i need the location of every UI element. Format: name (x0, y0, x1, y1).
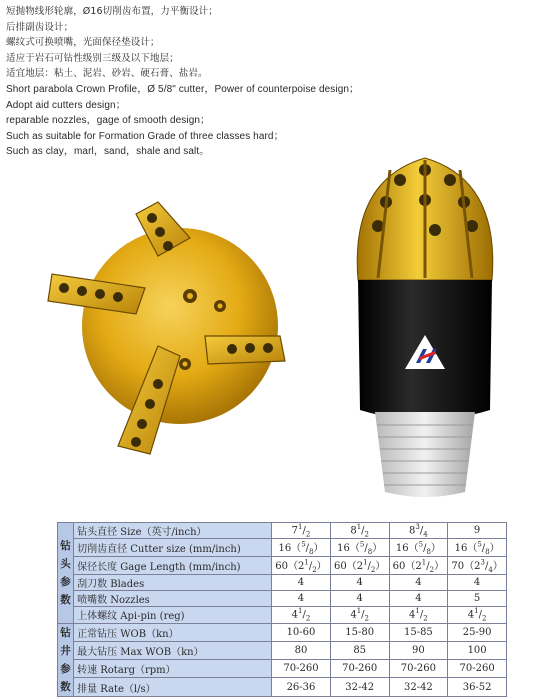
cell-value: $7^1/_2$ (272, 523, 331, 539)
cell-value: $70(2^3/_4)$ (448, 557, 507, 575)
cell-value: 100 (448, 641, 507, 659)
table-row (58, 557, 507, 575)
cell-value: 9 (448, 523, 507, 539)
cell-value: 90 (389, 641, 448, 659)
row-label: 上体螺纹 Api-pin (reg) (74, 607, 272, 623)
row-label: 刮刀数 Blades (74, 575, 272, 591)
feature-cn-line: 适应于岩石可钻性级别三级及以下地层； (6, 52, 179, 64)
cell-value: $16(^5/_8)$ (272, 539, 331, 557)
cell-value: 15-80 (330, 623, 389, 641)
cell-value: $4^1/_2$ (272, 607, 331, 623)
feature-cn-line: 后排副齿设计； (6, 21, 74, 33)
group-label-bit-params: 钻 头 参 数 (58, 523, 74, 624)
feature-list (6, 4, 426, 160)
cell-value: $16(^5/_8)$ (389, 539, 448, 557)
drill-bit-side-image (330, 140, 520, 500)
cell-value: $4^1/_2$ (389, 607, 448, 623)
feature-en-line: Such as clay，marl，sand，shale and salt。 (6, 146, 210, 158)
cell-value: $60(2^1/_2)$ (330, 557, 389, 575)
feature-en-line: Adopt aid cutters design； (6, 99, 126, 111)
row-label: 喷嘴数 Nozzles (74, 591, 272, 607)
cell-value: 70-260 (330, 660, 389, 678)
feature-cn-line: 短抛物线形轮廓，Ø16切削齿布置，力平衡设计； (6, 6, 218, 17)
group-label-drilling-params: 钻 井 参 数 (58, 623, 74, 696)
cell-value: 32-42 (389, 678, 448, 696)
feature-cn-line: 螺纹式可换喷嘴，光面保径垫设计； (6, 37, 160, 49)
row-label: 钻头直径 Size（英寸/inch） (74, 523, 272, 539)
cell-value: 4 (448, 575, 507, 591)
row-label: 保径长度 Gage Length (mm/inch) (74, 557, 272, 575)
cell-value: 4 (272, 575, 331, 591)
table-row (58, 678, 507, 696)
cell-value: 70-260 (448, 660, 507, 678)
row-label: 排量 Rate（l/s） (74, 678, 272, 696)
cell-value: 10-60 (272, 623, 331, 641)
drill-bit-face-image (40, 196, 290, 458)
cell-value: 15-85 (389, 623, 448, 641)
table-row (58, 591, 507, 607)
cell-value: $4^1/_2$ (330, 607, 389, 623)
feature-en-line: reparable nozzles，gage of smooth design； (6, 115, 211, 127)
cell-value: 80 (272, 641, 331, 659)
cell-value: 4 (389, 591, 448, 607)
table-row (58, 623, 507, 641)
cell-value: 36-52 (448, 678, 507, 696)
cell-value: 25-90 (448, 623, 507, 641)
cell-value: 70-260 (389, 660, 448, 678)
cell-value: 4 (389, 575, 448, 591)
cell-value: $8^1/_2$ (330, 523, 389, 539)
cell-value: 32-42 (330, 678, 389, 696)
feature-en-line: Such as suitable for Formation Grade of three classes hard； (6, 130, 284, 142)
cell-value: $16(^5/_8)$ (330, 539, 389, 557)
feature-en-line: Short parabola Crown Profile，Ø 5/8" cutter，Power of counterpoise design； (6, 83, 360, 95)
table-row (58, 539, 507, 557)
cell-value: $16(^5/_8)$ (448, 539, 507, 557)
spec-table (57, 522, 507, 697)
table-row (58, 575, 507, 591)
feature-cn-line: 适宜地层：粘土、泥岩、砂岩、硬石膏、盐岩。 (6, 68, 208, 80)
cell-value: 26-36 (272, 678, 331, 696)
table-row (58, 641, 507, 659)
table-row (58, 660, 507, 678)
cell-value: $60(2^1/_2)$ (389, 557, 448, 575)
row-label: 转速 Rotarg（rpm） (74, 660, 272, 678)
row-label: 切削齿直径 Cutter size (mm/inch) (74, 539, 272, 557)
cell-value: $60(2^1/_2)$ (272, 557, 331, 575)
cell-value: $8^3/_4$ (389, 523, 448, 539)
cell-value: 85 (330, 641, 389, 659)
cell-value: 4 (330, 591, 389, 607)
row-label: 正常钻压 WOB（kn） (74, 623, 272, 641)
cell-value: 4 (330, 575, 389, 591)
cell-value: 70-260 (272, 660, 331, 678)
cell-value: 4 (272, 591, 331, 607)
table-row (58, 607, 507, 623)
table-row (58, 523, 507, 539)
cell-value: 5 (448, 591, 507, 607)
row-label: 最大钻压 Max WOB（kn） (74, 641, 272, 659)
cell-value: $4^1/_2$ (448, 607, 507, 623)
